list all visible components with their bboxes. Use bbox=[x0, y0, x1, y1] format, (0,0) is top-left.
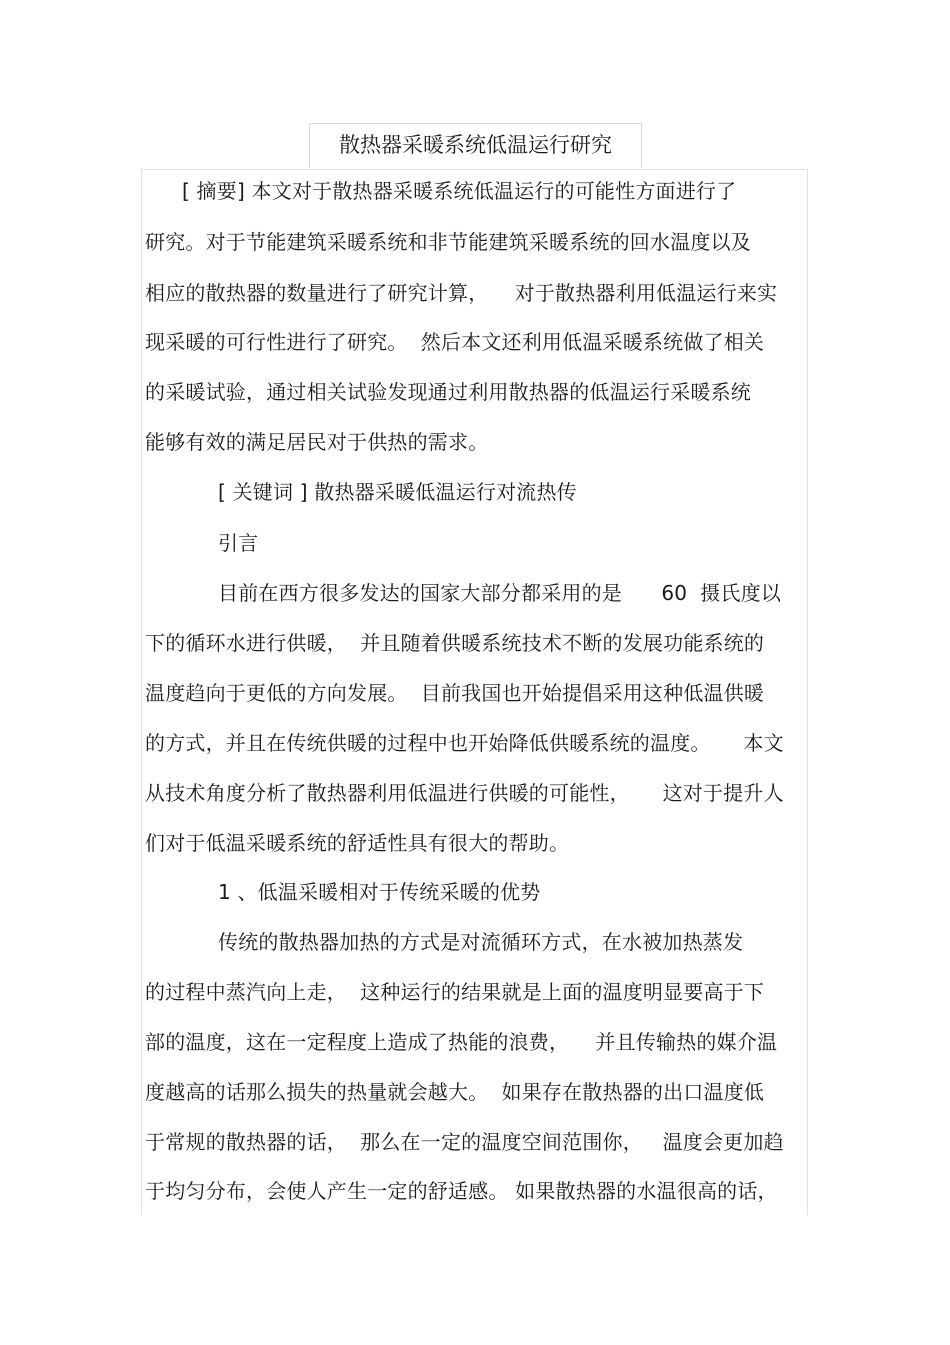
abstract-line-2: 研究。对于节能建筑采暖系统和非节能建筑采暖系统的回水温度以及 bbox=[145, 230, 751, 254]
section1-line-5: 于常规的散热器的话， 那么在一定的温度空间范围你， 温度会更加趋 bbox=[145, 1130, 784, 1154]
abstract-line-1: [ 摘要] 本文对于散热器采暖系统低温运行的可能性方面进行了 bbox=[182, 179, 737, 203]
intro-line-5: 从技术角度分析了散热器利用低温进行供暖的可能性， 这对于提升人 bbox=[145, 781, 784, 805]
section1-line-4: 度越高的话那么损失的热量就会越大。 如果存在散热器的出口温度低 bbox=[145, 1080, 765, 1104]
keywords-line: [ 关键词 ] 散热器采暖低温运行对流热传 bbox=[218, 480, 577, 504]
section1-line-3: 部的温度，这在一定程度上造成了热能的浪费， 并且传输热的媒介温 bbox=[145, 1030, 778, 1054]
document-title: 散热器采暖系统低温运行研究 bbox=[339, 133, 612, 157]
intro-line-1: 目前在西方很多发达的国家大部分都采用的是 60 摄氏度以 bbox=[218, 581, 782, 605]
intro-line-4: 的方式，并且在传统供暖的过程中也开始降低供暖系统的温度。 本文 bbox=[145, 731, 784, 755]
abstract-line-3: 相应的散热器的数量进行了研究计算， 对于散热器利用低温运行来实 bbox=[145, 281, 778, 305]
abstract-line-6: 能够有效的满足居民对于供热的需求。 bbox=[145, 430, 489, 454]
intro-line-2: 下的循环水进行供暖， 并且随着供暖系统技术不断的发展功能系统的 bbox=[145, 631, 765, 655]
section-heading-1: 1 、低温采暖相对于传统采暖的优势 bbox=[218, 880, 541, 904]
section-heading-introduction: 引言 bbox=[218, 531, 259, 555]
section1-line-2: 的过程中蒸汽向上走， 这种运行的结果就是上面的温度明显要高于下 bbox=[145, 980, 765, 1004]
intro-line-3: 温度趋向于更低的方向发展。 目前我国也开始提倡采用这种低温供暖 bbox=[145, 681, 765, 705]
abstract-line-5: 的采暖试验，通过相关试验发现通过利用散热器的低温运行采暖系统 bbox=[145, 380, 751, 404]
intro-line-6: 们对于低温采暖系统的舒适性具有很大的帮助。 bbox=[145, 831, 570, 855]
section1-line-6: 于均匀分布，会使人产生一定的舒适感。 如果散热器的水温很高的话， bbox=[145, 1179, 778, 1203]
section1-line-1: 传统的散热器加热的方式是对流循环方式，在水被加热蒸发 bbox=[218, 930, 744, 954]
abstract-line-4: 现采暖的可行性进行了研究。 然后本文还利用低温采暖系统做了相关 bbox=[145, 330, 765, 354]
